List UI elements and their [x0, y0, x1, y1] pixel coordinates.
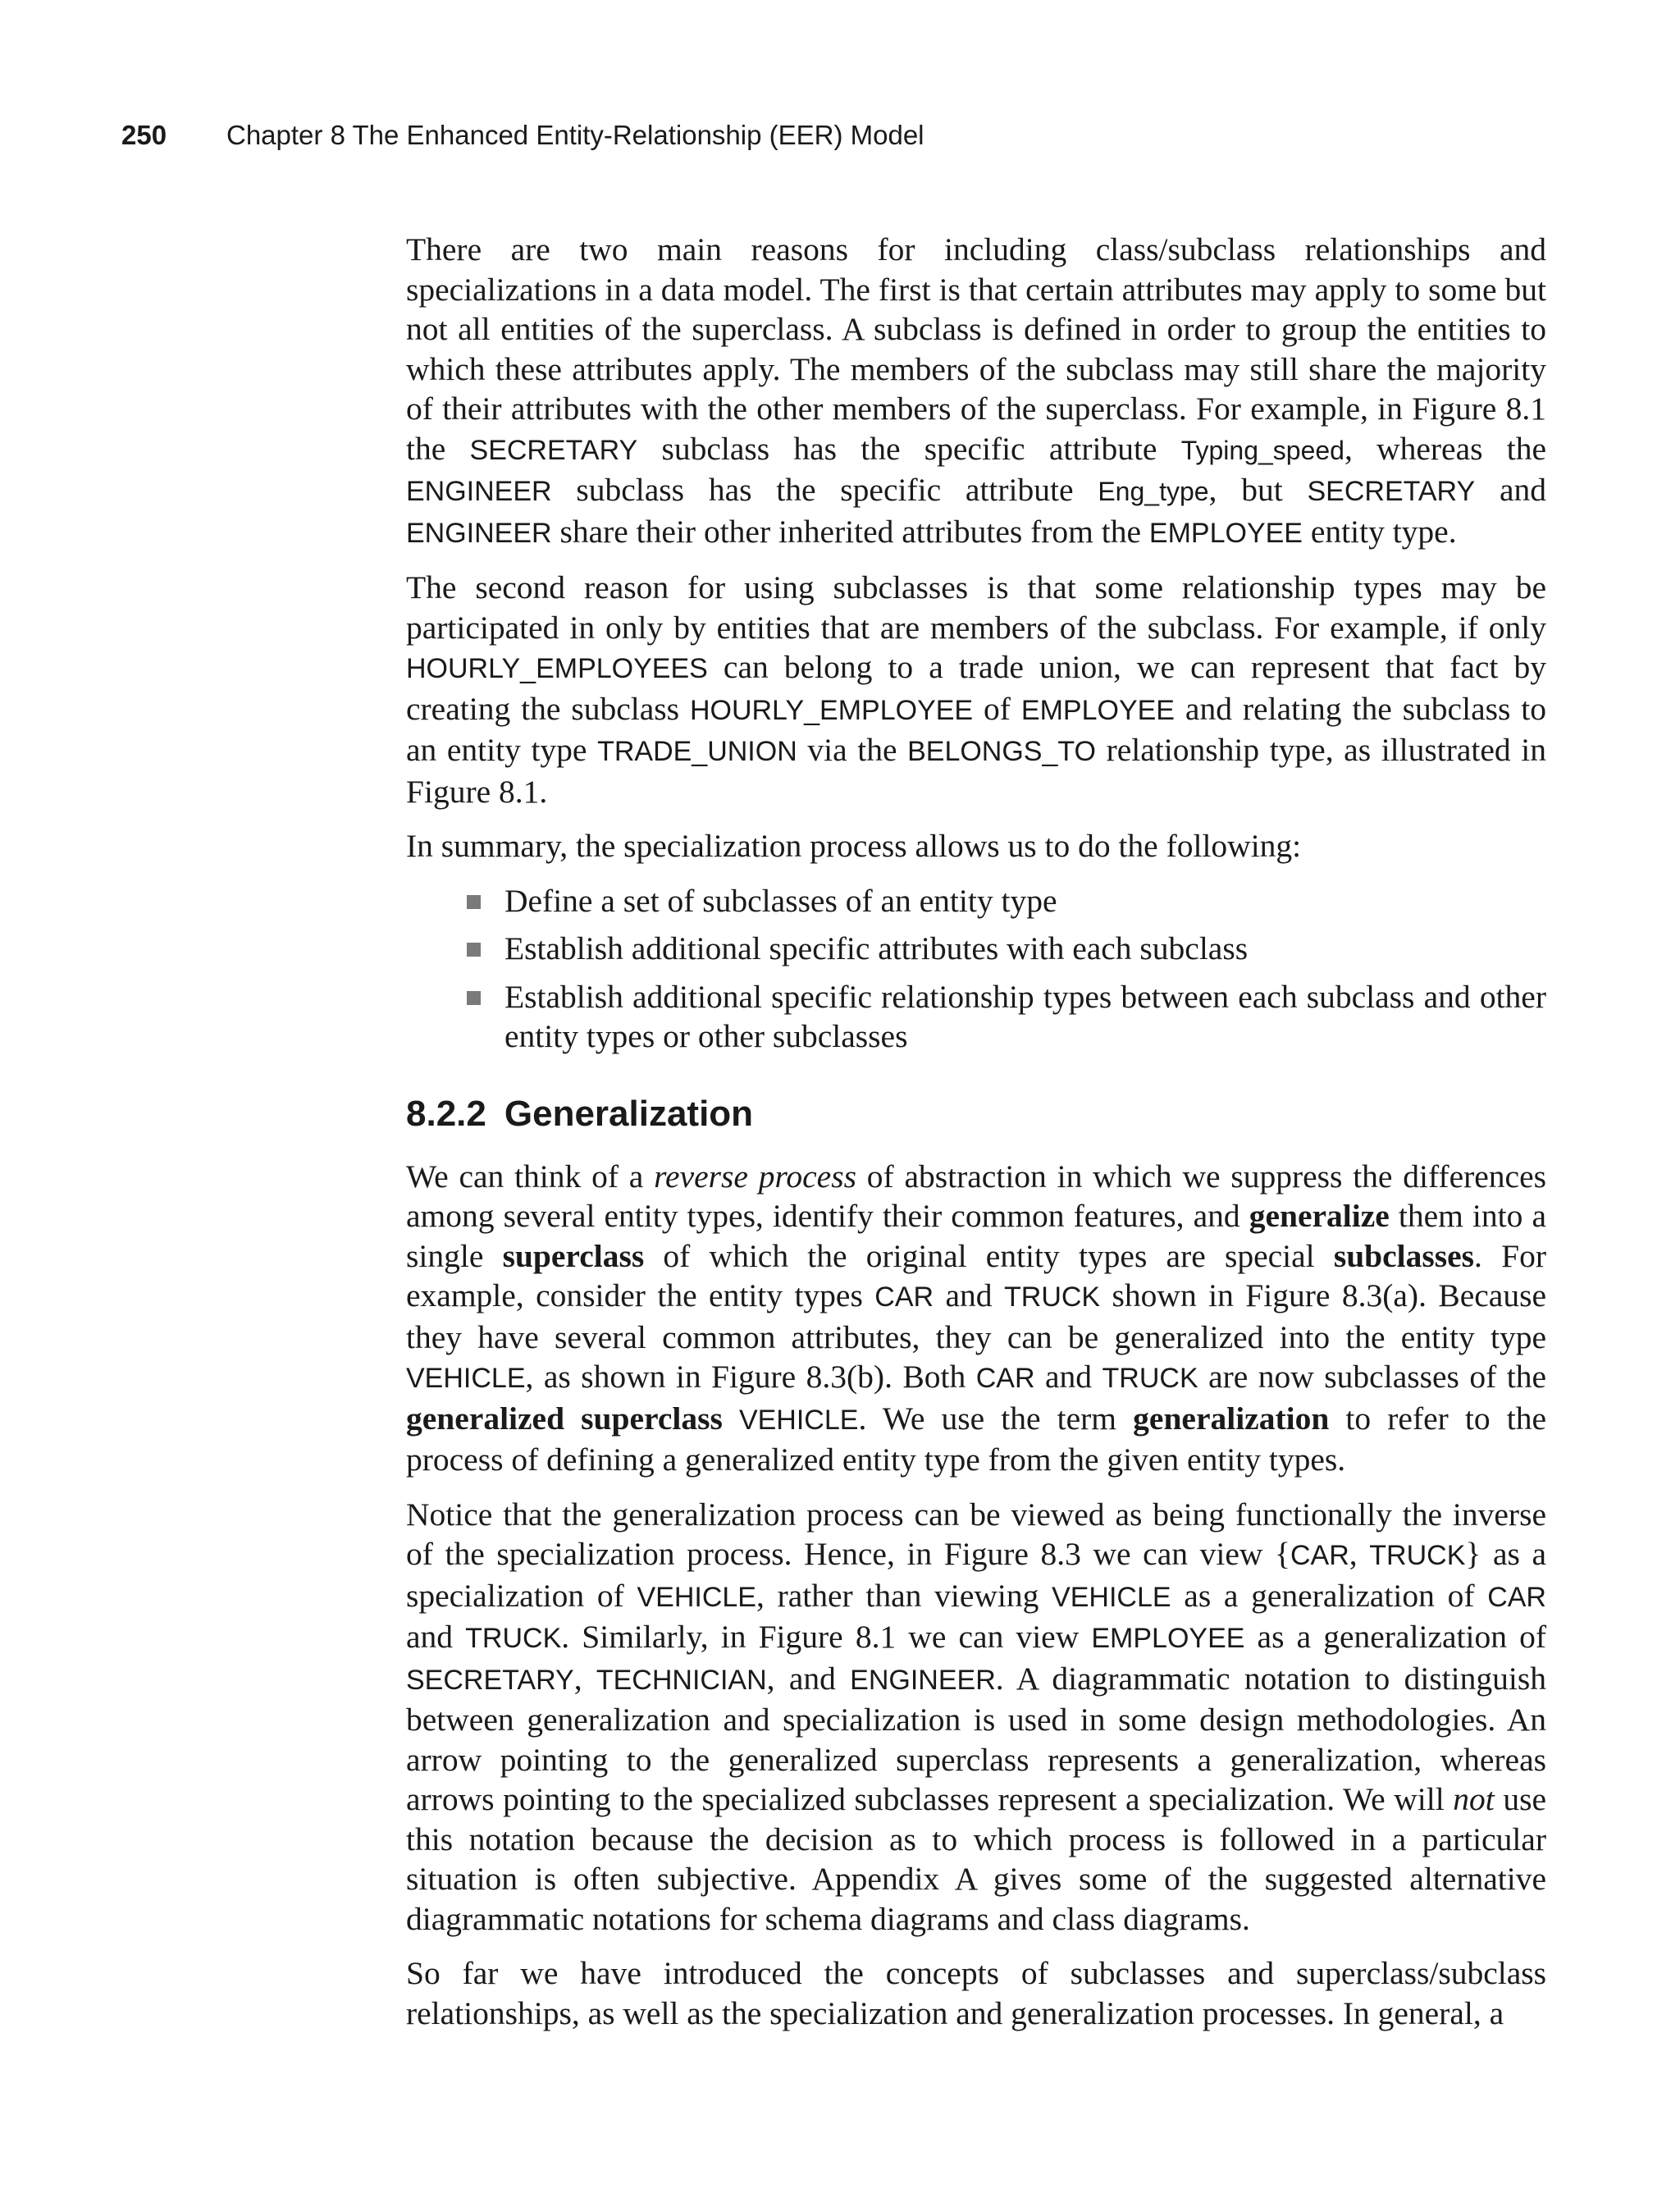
list-item	[406, 977, 1546, 1057]
list-item-text: Define a set of subclasses of an entity type	[504, 882, 1057, 919]
paragraph-so-far: So far we have introduced the concepts of subclasses and superclass/subclass relationships, as well as the specialization and generalization processes. In general, a	[406, 1955, 1546, 2031]
section-heading	[406, 1091, 1546, 1137]
entity-name: HOURLY_EMPLOYEES	[406, 653, 708, 684]
list-item	[406, 881, 1546, 921]
text-run: of abstraction in which we suppress the differences among several entity types, identify their common features, and	[406, 1158, 1546, 1234]
text-run: There are two main reasons for including class/subclass relationships and specializations in a data model. The first is that certain attributes may apply to some but not all entities of the superclass. A subclass is defined in order to group the entities to which these attributes apply. The members of the subclass may still share the majority of their attributes with the other members of the superclass. For example, in Figure 8.1 the	[406, 231, 1546, 467]
section-title: Generalization	[504, 1093, 754, 1134]
text-run: entity type.	[1302, 513, 1457, 550]
text-run: ,	[1349, 1536, 1370, 1572]
body-text	[406, 230, 1546, 2048]
text-run: } as a specialization of	[406, 1536, 1546, 1614]
entity-name: VEHICLE	[637, 1581, 756, 1613]
text-run: We can think of a	[406, 1158, 655, 1195]
text-run: subclass has the specific attribute	[551, 472, 1098, 508]
entity-name: TRUCK	[1102, 1363, 1198, 1394]
running-header	[121, 119, 924, 152]
bold-term: generalize	[1249, 1198, 1390, 1234]
square-bullet-icon	[467, 991, 481, 1005]
section-number: 8.2.2	[406, 1093, 486, 1134]
text-run: them into a single	[406, 1198, 1546, 1274]
text-run: . We use the term	[858, 1400, 1134, 1437]
text-run: , and	[766, 1660, 851, 1697]
entity-name: VEHICLE	[1052, 1581, 1171, 1613]
paragraph-summary: In summary, the specialization process allows us to do the following:	[406, 828, 1302, 864]
text-run: . For example, consider the entity types	[406, 1237, 1546, 1313]
entity-name: TECHNICIAN	[596, 1664, 767, 1696]
text-run: . Similarly, in Figure 8.1 we can view	[561, 1619, 1092, 1655]
entity-name: ENGINEER	[406, 476, 552, 507]
square-bullet-icon	[467, 943, 481, 957]
attribute-name: Eng_type	[1098, 477, 1209, 506]
text-run: subclass has the specific attribute	[637, 430, 1181, 467]
paragraph-second-reason	[406, 568, 1546, 811]
entity-name: CAR	[874, 1281, 934, 1313]
text-run: , rather than viewing	[756, 1577, 1052, 1614]
text-run: via the	[797, 732, 908, 768]
text-run: can belong to a trade union, we can represent that fact by creating the subclass	[406, 649, 1546, 727]
list-item	[406, 929, 1546, 969]
text-run: , whereas the	[1344, 430, 1546, 467]
text-run: ,	[573, 1660, 596, 1697]
attribute-name: Typing_speed	[1180, 435, 1344, 465]
text-run: The second reason for using subclasses is that some relationship types may be participated in only by entities that are members of the subclass. For example, if only	[406, 569, 1546, 646]
paragraph-inverse	[406, 1495, 1546, 1939]
bold-term: generalized superclass	[406, 1400, 723, 1437]
text-run: Notice that the generalization process can be viewed as being functionally the inverse of the specialization process. Hence, in Figure 8.3 we can view {	[406, 1496, 1546, 1572]
square-bullet-icon	[467, 895, 481, 909]
entity-name: SECRETARY	[1307, 476, 1476, 507]
text-run: . A diagrammatic notation to distinguish between generalization and specialization is used in some design methodologies. An arrow pointing to the generalized superclass represents a generalization, whereas arrows pointing to the specialized subclasses represent a specialization. We will	[406, 1660, 1546, 1817]
text-run: , as shown in Figure 8.3(b). Both	[525, 1359, 976, 1395]
text-run: use this notation because the decision as to which process is followed in a particular situation is often subjective. Appendix A gives some of the suggested alternative diagrammatic notations for schema diagrams and class diagrams.	[406, 1781, 1547, 1937]
entity-name: CAR	[1290, 1540, 1349, 1571]
text-run: and	[406, 1619, 466, 1655]
relationship-name: BELONGS_TO	[907, 736, 1096, 767]
bold-term: subclasses	[1333, 1237, 1475, 1274]
entity-name: TRUCK	[1369, 1540, 1466, 1571]
entity-name: SECRETARY	[406, 1664, 574, 1696]
entity-name: CAR	[975, 1363, 1035, 1394]
text-run: shown in Figure 8.3(a). Because they have several common attributes, they can be generalized into the entity type	[406, 1277, 1546, 1355]
text-run: as a generalization of	[1244, 1619, 1546, 1655]
emphasis-text: not	[1453, 1781, 1495, 1817]
bullet-list	[406, 881, 1546, 1057]
text-run: of which the original entity types are special	[644, 1237, 1334, 1274]
entity-name: ENGINEER	[850, 1664, 996, 1696]
page-number: 250	[121, 120, 167, 150]
entity-name: CAR	[1487, 1581, 1546, 1613]
text-run: of	[973, 690, 1021, 727]
paragraph-reasons	[406, 230, 1546, 553]
emphasis-text: reverse process	[654, 1158, 856, 1195]
entity-name: TRUCK	[1004, 1281, 1101, 1313]
text-run: are now subclasses of the	[1198, 1359, 1546, 1395]
entity-name: HOURLY_EMPLOYEE	[689, 694, 974, 726]
entity-name: TRUCK	[465, 1623, 562, 1654]
entity-name: EMPLOYEE	[1020, 694, 1175, 726]
text-run: and relating the subclass to an entity type	[406, 690, 1547, 768]
paragraph-generalization	[406, 1157, 1546, 1480]
entity-name: EMPLOYEE	[1091, 1623, 1245, 1654]
entity-name: TRADE_UNION	[597, 736, 797, 767]
text-run	[723, 1400, 739, 1437]
text-run: share their other inherited attributes from the	[551, 513, 1149, 550]
entity-name: VEHICLE	[738, 1404, 859, 1436]
entity-name: ENGINEER	[406, 517, 552, 549]
bold-term: generalization	[1133, 1400, 1330, 1437]
entity-name: VEHICLE	[406, 1363, 526, 1394]
list-item-text: Establish additional specific relationship types between each subclass and other entity types or other subclasses	[504, 978, 1546, 1054]
text-run: as a generalization of	[1171, 1577, 1488, 1614]
text-run: and	[934, 1277, 1004, 1313]
entity-name: SECRETARY	[469, 434, 638, 466]
bold-term: superclass	[502, 1237, 645, 1274]
text-run: to refer to the process of defining a generalized entity type from the given entity types.	[406, 1400, 1547, 1478]
chapter-title: Chapter 8 The Enhanced Entity-Relationship (EER) Model	[226, 120, 924, 150]
text-run: , but	[1208, 472, 1308, 508]
text-run: and	[1475, 472, 1546, 508]
list-item-text: Establish additional specific attributes with each subclass	[504, 930, 1249, 966]
text-run: and	[1034, 1359, 1102, 1395]
text-run: relationship type, as illustrated in Figure 8.1.	[406, 732, 1546, 810]
entity-name: EMPLOYEE	[1148, 517, 1303, 549]
